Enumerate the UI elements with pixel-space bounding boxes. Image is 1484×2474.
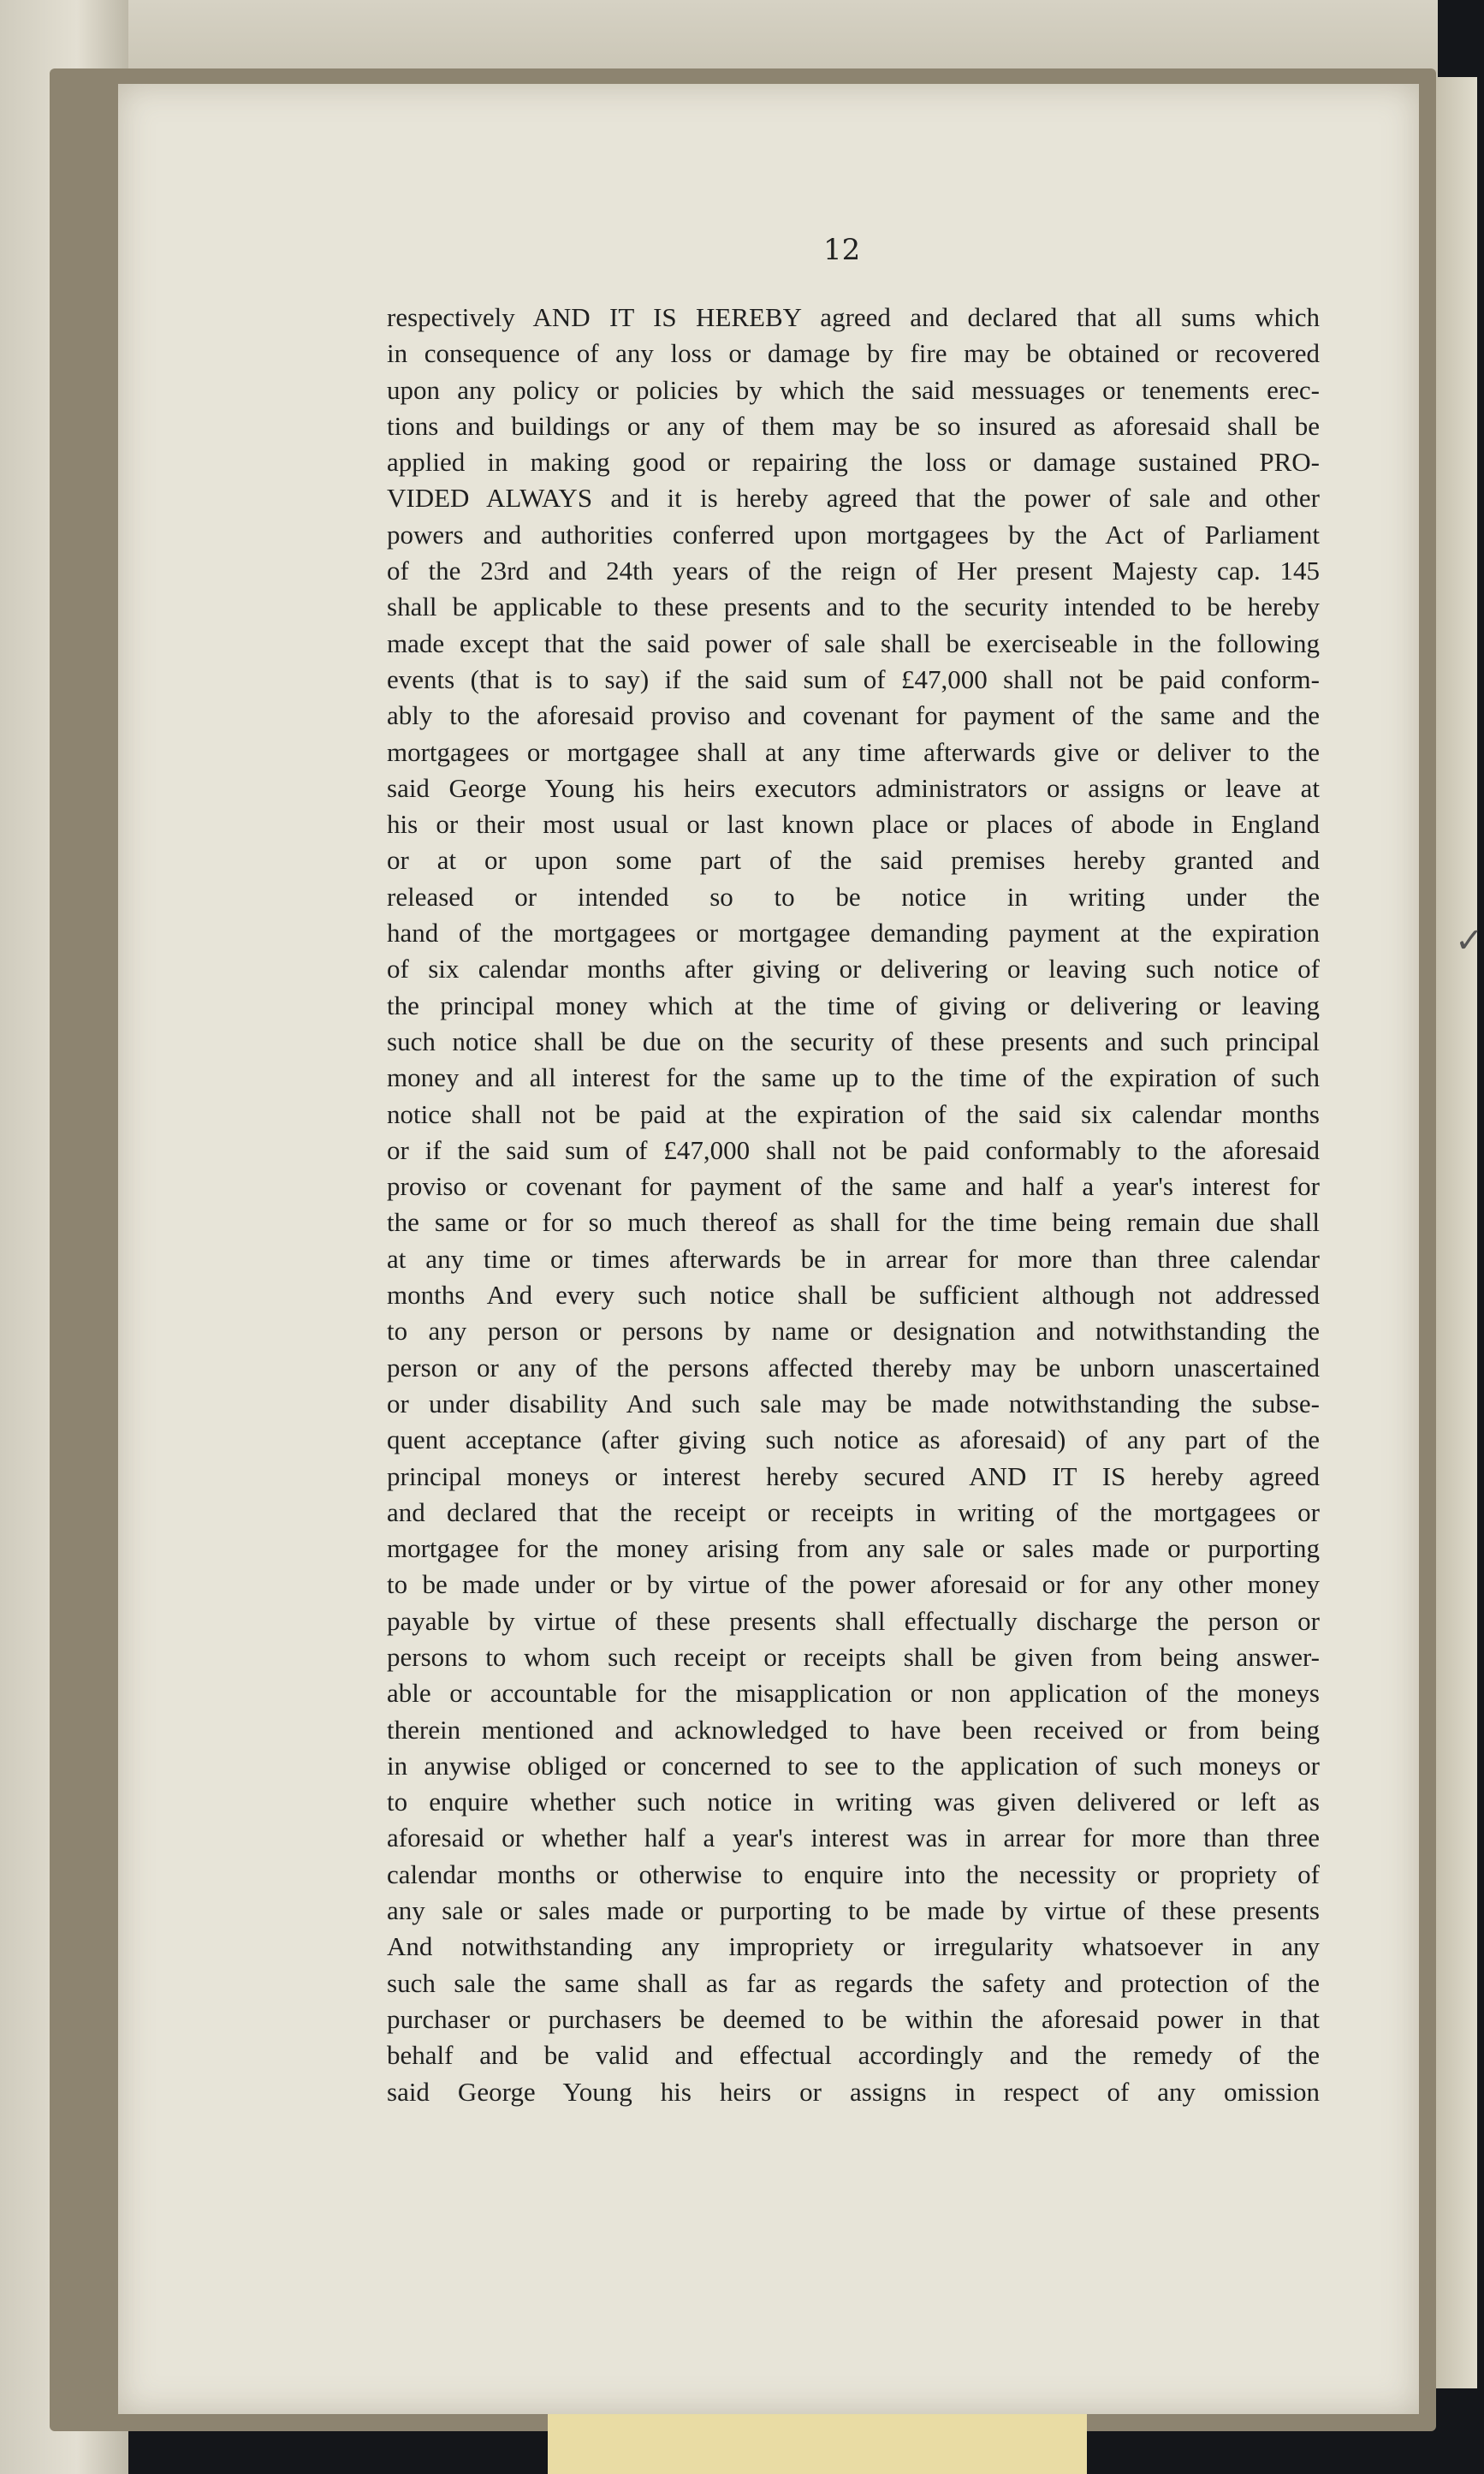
text-line: And notwithstanding any impropriety or irregularity whatsoever in any [387, 1931, 1320, 1962]
text-line: of six calendar months after giving or delivering or leaving such notice of [387, 954, 1320, 984]
text-line: in consequence of any loss or damage by fire may be obtained or recovered [387, 338, 1320, 369]
text-line: aforesaid or whether half a year's interest was in arrear for more than three [387, 1823, 1320, 1853]
text-line: to any person or persons by name or designation and notwithstanding the [387, 1316, 1320, 1347]
text-line: made except that the said power of sale shall be exerciseable in the following [387, 627, 1320, 658]
text-line: proviso or covenant for payment of the same and half a year's interest for [387, 1171, 1320, 1202]
text-line: tions and buildings or any of them may be so insured as aforesaid shall be [387, 410, 1320, 441]
text-line: purchaser or purchasers be deemed to be within the aforesaid power in that [387, 2003, 1320, 2034]
text-line: of the 23rd and 24th years of the reign of Her present Majesty cap. 145 [387, 556, 1320, 586]
text-line: the same or for so much thereof as shall for the time being remain due shall [387, 1207, 1320, 1238]
text-line: payable by virtue of these presents shall effectually discharge the person or [387, 1605, 1320, 1636]
text-line: and declared that the receipt or receipts in writing of the mortgagees or [387, 1496, 1320, 1527]
text-line: upon any policy or policies by which the said messuages or tenements erec- [387, 374, 1320, 405]
document-body [387, 300, 1320, 2110]
text-line: able or accountable for the misapplication or non application of the moneys [387, 1678, 1320, 1709]
text-line: any sale or sales made or purporting to be made by virtue of these presents [387, 1895, 1320, 1926]
text-line: events (that is to say) if the said sum of £47,000 shall not be paid conform- [387, 663, 1320, 694]
text-line: the principal money which at the time of giving or delivering or leaving [387, 990, 1320, 1020]
margin-check-mark: ✓ [1455, 921, 1484, 960]
text-line: behalf and be valid and effectual accordingly and the remedy of the [387, 2040, 1320, 2071]
text-line: shall be applicable to these presents and to the security intended to be hereby [387, 592, 1320, 622]
text-line: calendar months or otherwise to enquire into the necessity or propriety of [387, 1858, 1320, 1889]
text-line: mortgagee for the money arising from any sale or sales made or purporting [387, 1533, 1320, 1564]
text-line: persons to whom such receipt or receipts shall be given from being answer- [387, 1641, 1320, 1672]
text-line: such notice shall be due on the security of these presents and such principal [387, 1026, 1320, 1056]
text-line: notice shall not be paid at the expiration of the said six calendar months [387, 1098, 1320, 1129]
text-line: released or intended so to be notice in writing under the [387, 881, 1320, 912]
text-line: his or their most usual or last known place or places of abode in England [387, 809, 1320, 840]
text-line: months And every such notice shall be sufficient although not addressed [387, 1280, 1320, 1311]
text-line: at any time or times afterwards be in arrear for more than three calendar [387, 1243, 1320, 1274]
text-line: to be made under or by virtue of the power aforesaid or for any other money [387, 1569, 1320, 1600]
text-line: such sale the same shall as far as regards the safety and protection of the [387, 1967, 1320, 1998]
text-line: hand of the mortgagees or mortgagee demanding payment at the expiration [387, 918, 1320, 949]
text-line: powers and authorities conferred upon mortgagees by the Act of Parliament [387, 519, 1320, 550]
paper-slip [548, 2414, 1087, 2474]
text-line: to enquire whether such notice in writing was given delivered or left as [387, 1787, 1320, 1817]
text-line: money and all interest for the same up to the time of the expiration of such [387, 1062, 1320, 1093]
text-line: or if the said sum of £47,000 shall not be paid conformably to the aforesaid [387, 1134, 1320, 1165]
text-line: or under disability And such sale may be made notwithstanding the subse- [387, 1388, 1320, 1418]
text-line: in anywise obliged or concerned to see to the application of such moneys or [387, 1750, 1320, 1781]
text-line: therein mentioned and acknowledged to have been received or from being [387, 1714, 1320, 1745]
text-line: said George Young his heirs executors administrators or assigns or leave at [387, 772, 1320, 803]
page-number: 12 [823, 233, 861, 267]
text-line: said George Young his heirs or assigns in respect of any omission [387, 2076, 1320, 2107]
text-line: VIDED ALWAYS and it is hereby agreed that the power of sale and other [387, 483, 1320, 514]
text-line: applied in making good or repairing the loss or damage sustained PRO- [387, 447, 1320, 478]
text-line: principal moneys or interest hereby secured AND IT IS hereby agreed [387, 1460, 1320, 1491]
text-line: mortgagees or mortgagee shall at any time afterwards give or deliver to the [387, 736, 1320, 767]
text-line: person or any of the persons affected thereby may be unborn unascertained [387, 1352, 1320, 1383]
text-line: respectively AND IT IS HEREBY agreed and declared that all sums which [387, 302, 1320, 332]
text-line: or at or upon some part of the said premises hereby granted and [387, 845, 1320, 876]
text-line: quent acceptance (after giving such notice as aforesaid) of any part of the [387, 1424, 1320, 1455]
text-line: ably to the aforesaid proviso and covenant for payment of the same and the [387, 700, 1320, 731]
